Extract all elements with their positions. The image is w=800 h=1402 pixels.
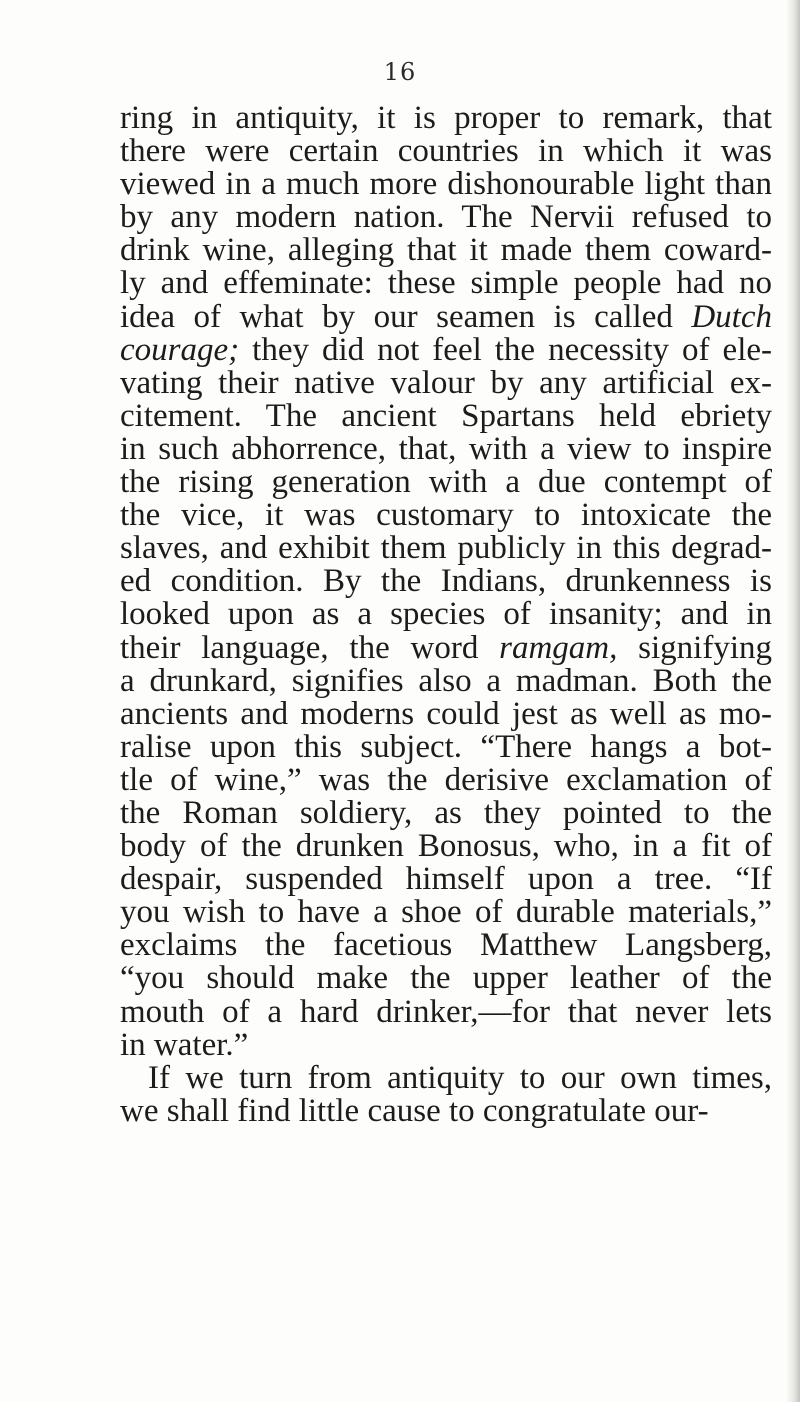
text-line: slaves, and exhibit them publicly in this degrad- [120,530,772,567]
text-line: we shall find little cause to congratulate our- [120,1092,709,1129]
text-line: ly and effeminate: these simple people had no [120,265,772,302]
text-line: the vice, it was customary to intoxicate the [120,497,772,534]
text-line: idea of what by our seamen is called Dutch [120,298,772,335]
paragraph [120,1059,772,1129]
text-line: viewed in a much more dishonourable light than [120,166,772,203]
text-line: body of the drunken Bonosus, who, in a fit of [120,828,772,865]
paragraph [120,102,772,1062]
text-line: a drunkard, signifies also a madman. Both the [120,662,772,699]
text-line: ring in antiquity, it is proper to remark, that [120,100,772,136]
text-line: the rising generation with a due contempt of [120,464,772,501]
text-line: exclaims the facetious Matthew Langsberg, [120,927,772,964]
body-text [120,102,772,1128]
text-line: looked upon as a species of insanity; and in [120,596,772,633]
text-line: courage; they did not feel the necessity of ele- [120,331,772,368]
text-line: in such abhorrence, that, with a view to inspire [120,430,772,467]
text-line: by any modern nation. The Nervii refused to [120,199,772,236]
text-line: you wish to have a shoe of durable materials,” [120,894,772,931]
text-line: mouth of a hard drinker,—for that never lets [120,993,772,1030]
page-number: 16 [383,58,417,86]
text-line: citement. The ancient Spartans held ebriety [120,397,772,434]
text-line: ancients and moderns could jest as well as mo- [120,695,772,732]
text-line: If we turn from antiquity to our own times, [148,1059,772,1096]
text-line: their language, the word ramgam, signifying [120,629,772,666]
text-line: despair, suspended himself upon a tree. “If [120,861,772,898]
text-line: “you should make the upper leather of the [120,960,772,997]
page-edge-shadow [786,0,800,1402]
text-line: there were certain countries in which it was [120,133,772,170]
text-line: ed condition. By the Indians, drunkenness is [120,563,772,600]
text-line: drink wine, alleging that it made them coward- [120,232,772,269]
text-line: the Roman soldiery, as they pointed to the [120,794,772,831]
text-line: vating their native valour by any artificial ex- [120,364,772,401]
text-line: tle of wine,” was the derisive exclamation of [120,761,772,798]
text-line: in water.” [120,1026,249,1063]
text-line: ralise upon this subject. “There hangs a bot- [120,728,772,765]
